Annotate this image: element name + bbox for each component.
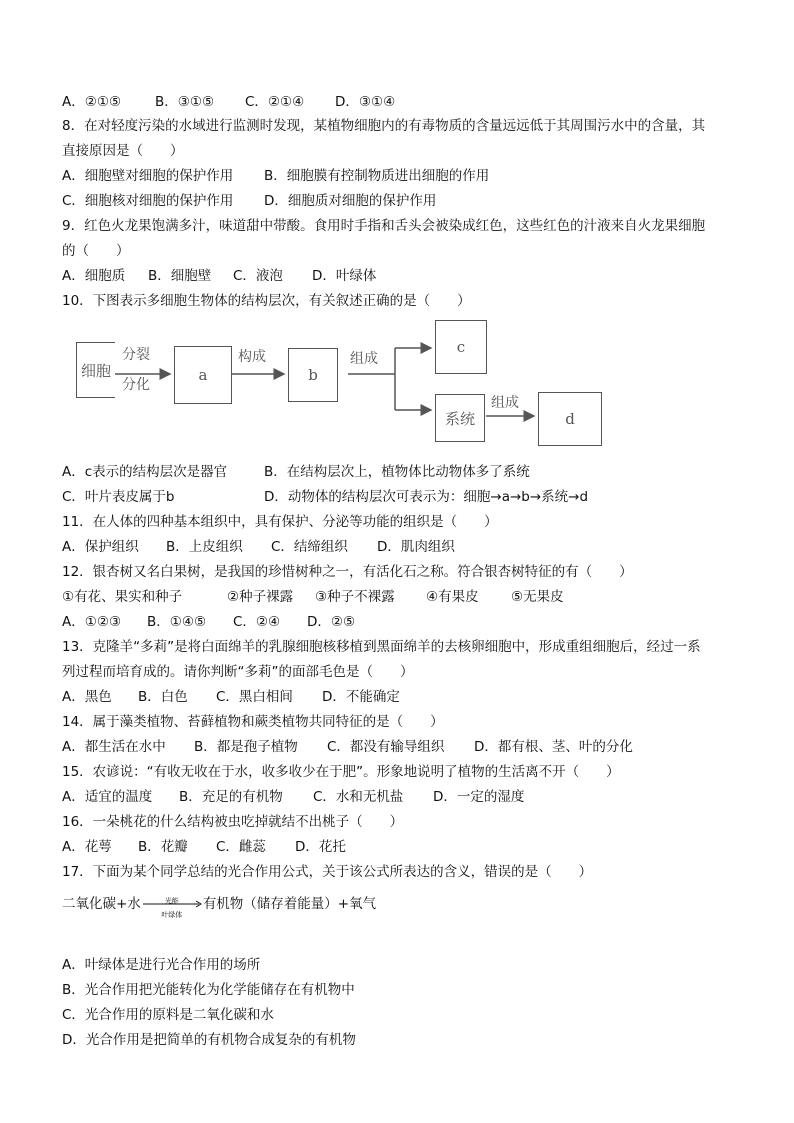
question-line-q17d [62,1030,356,1050]
answer-option: B．花瓣 [138,839,188,855]
structure-hierarchy-diagram [62,318,622,448]
answer-option: D．细胞质对细胞的保护作用 [264,193,437,209]
photosynthesis-formula [62,894,377,919]
answer-option: C．液泡 [233,268,283,284]
question-line-q13b [62,662,414,682]
answer-option: C．结缔组织 [271,539,348,555]
question-line-q16 [62,812,403,832]
question-line-q12 [62,562,633,582]
cell-label: 细胞 [80,361,111,380]
answer-option: A．c表示的结构层次是器官 [62,464,228,480]
question-text: 10．下图表示多细胞生物体的结构层次，有关叙述正确的是（ ） [62,293,471,309]
answer-option: D．花托 [295,839,346,855]
answer-option: A．适宜的温度 [62,789,153,805]
answer-option: D．不能确定 [322,689,400,705]
answer-option: B．①④⑤ [147,614,207,630]
question-text: C．光合作用的原料是二氧化碳和水 [62,1007,274,1023]
formula-reactants: 二氧化碳+水 [62,896,141,912]
answer-option: ②种子裸露 [227,589,294,605]
question-line-q11 [62,512,498,532]
split-label: 分裂 [122,347,150,363]
question-text: 11．在人体的四种基本组织中，具有保护、分泌等功能的组织是（ ） [62,514,498,530]
answer-option: ①有花、果实和种子 [62,589,183,605]
answer-option: A．保护组织 [62,539,139,555]
answer-option: D．动物体的结构层次可表示为：细胞→a→b→系统→d [264,489,589,505]
system-label: 系统 [444,409,475,428]
question-text: 14．属于藻类植物、苔藓植物和蕨类植物共同特征的是（ ） [62,714,444,730]
question-line-q14 [62,712,444,732]
answer-option: D．都有根、茎、叶的分化 [474,739,633,755]
answer-option: ⑤无果皮 [511,589,564,605]
answer-option: B．细胞膜有控制物质进出细胞的作用 [264,168,490,184]
question-text: 列过程而培育成的。请你判断“多莉”的面部毛色是（ ） [62,664,414,680]
answer-option: C．叶片表皮属于b [62,489,175,505]
question-line-q17 [62,862,592,882]
compose-label-2: 组成 [350,351,378,367]
box-c-label: c [456,338,466,356]
answer-option: B．都是孢子植物 [194,739,298,755]
answer-option: C．黑白相间 [216,689,293,705]
question-text: 16．一朵桃花的什么结构被虫吃掉就结不出桃子（ ） [62,814,404,830]
formula-condition-light: 光能 [164,897,179,905]
answer-option: B．在结构层次上，植物体比动物体多了系统 [264,464,530,480]
answer-option: B．充足的有机物 [179,789,283,805]
answer-option: B．细胞壁 [148,268,212,284]
question-text: 17．下面为某个同学总结的光合作用公式，关于该公式所表达的含义，错误的是（ ） [62,864,593,880]
question-line-q17c [62,1005,274,1025]
answer-option: A．细胞质 [62,268,126,284]
answer-option: ④有果皮 [426,589,479,605]
answer-option: D．③①④ [335,94,396,110]
box-a [174,346,232,404]
compose-label-3: 组成 [491,395,519,411]
question-line-q13 [62,637,701,657]
question-line-q9b [62,241,130,261]
box-system [435,394,485,442]
answer-option: B．上皮组织 [166,539,243,555]
question-text: B．光合作用把光能转化为化学能储存在有机物中 [62,982,355,998]
question-line-q15 [62,762,620,782]
question-line-q17b [62,980,355,1000]
answer-option: C．细胞核对细胞的保护作用 [62,193,234,209]
differentiate-label: 分化 [122,377,150,393]
answer-option: A．都生活在水中 [62,739,166,755]
question-text: 15．农谚说：“有收无收在于水，收多收少在于肥”。形象地说明了植物的生活离不开（ ） [62,764,620,780]
question-text: 9．红色火龙果饱满多汁，味道甜中带酸。食用时手指和舌头会被染成红色，这些红色的汁液来自火龙果细胞 [62,218,706,234]
answer-option: D．叶绿体 [312,268,377,284]
question-text: D．光合作用是把简单的有机物合成复杂的有机物 [62,1032,356,1048]
box-b [288,348,338,402]
box-b-label: b [308,366,318,384]
question-line-q8 [62,116,705,136]
question-line-q8b [62,141,184,161]
box-d-label: d [565,410,575,428]
answer-option: ③种子不裸露 [315,589,395,605]
formula-condition-chloroplast: 叶绿体 [161,911,183,919]
formula-products: 有机物（储存着能量）+氧气 [202,896,377,912]
cell-box [76,342,115,398]
answer-option: C．都没有输导组织 [327,739,445,755]
answer-option: C．雌蕊 [216,839,266,855]
answer-option: C．②①④ [245,94,305,110]
question-text: A．叶绿体是进行光合作用的场所 [62,957,261,973]
answer-option: C．水和无机盐 [313,789,404,805]
answer-option: A．细胞壁对细胞的保护作用 [62,168,234,184]
answer-option: D．肌肉组织 [377,539,455,555]
answer-option: D．②⑤ [307,614,356,630]
answer-option: D．一定的湿度 [433,789,525,805]
compose-label-1: 构成 [238,349,266,365]
box-d [538,392,602,446]
question-text: 12．银杏树又名白果树，是我国的珍惜树种之一，有活化石之称。符合银杏树特征的有（ ） [62,564,633,580]
question-text: 的（ ） [62,243,130,259]
answer-option: B．③①⑤ [155,94,215,110]
question-text: 13．克隆羊“多莉”是将白面绵羊的乳腺细胞核移植到黑面绵羊的去核卵细胞中，形成重组细胞后，经过一系 [62,639,701,655]
question-text: 8．在对轻度污染的水域进行监测时发现，某植物细胞内的有毒物质的含量远远低于其周围污水中的含量，其 [62,118,706,134]
answer-option: C．②④ [233,614,281,630]
box-c [435,320,487,374]
answer-option: A．花萼 [62,839,112,855]
box-a-label: a [198,366,208,384]
answer-option: B．白色 [138,689,188,705]
answer-option: A．②①⑤ [62,94,122,110]
question-text: 直接原因是（ ） [62,143,184,159]
answer-option: A．①②③ [62,614,122,630]
formula-arrow [141,894,203,919]
question-line-q9 [62,216,705,236]
question-line-q17a [62,955,260,975]
answer-option: A．黑色 [62,689,112,705]
question-line-q10 [62,291,471,311]
